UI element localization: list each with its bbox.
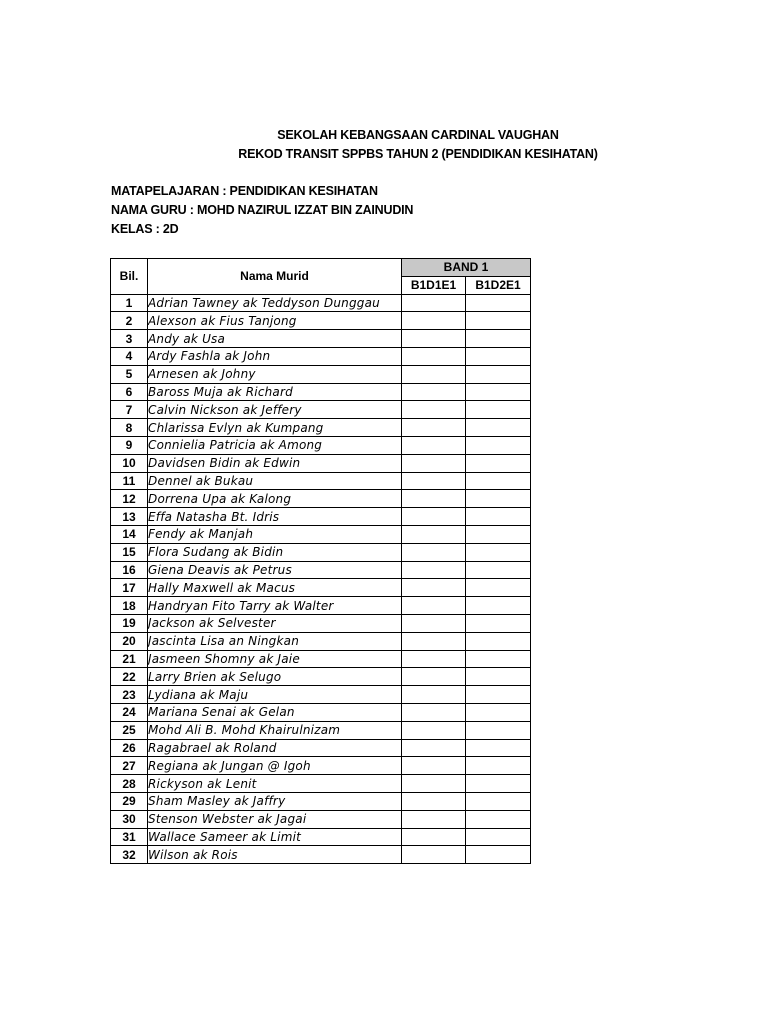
mark-cell-b1d2e1[interactable]	[466, 525, 531, 543]
row-number: 15	[111, 543, 148, 561]
table-row	[111, 792, 531, 810]
student-name: Handryan Fito Tarry ak Walter	[148, 597, 402, 615]
mark-cell-b1d1e1[interactable]	[402, 792, 466, 810]
row-number: 11	[111, 472, 148, 490]
table-row	[111, 846, 531, 864]
student-name: Giena Deavis ak Petrus	[148, 561, 402, 579]
header-band: BAND 1	[402, 259, 531, 277]
mark-cell-b1d1e1[interactable]	[402, 419, 466, 437]
mark-cell-b1d1e1[interactable]	[402, 436, 466, 454]
header-sub-col-2: B1D2E1	[466, 276, 531, 294]
student-name: Baross Muja ak Richard	[148, 383, 402, 401]
row-number: 13	[111, 508, 148, 526]
row-number: 4	[111, 347, 148, 365]
mark-cell-b1d1e1[interactable]	[402, 525, 466, 543]
student-name: Flora Sudang ak Bidin	[148, 543, 402, 561]
mark-cell-b1d2e1[interactable]	[466, 703, 531, 721]
mark-cell-b1d2e1[interactable]	[466, 347, 531, 365]
mark-cell-b1d2e1[interactable]	[466, 650, 531, 668]
row-number: 25	[111, 721, 148, 739]
row-number: 32	[111, 846, 148, 864]
mark-cell-b1d1e1[interactable]	[402, 846, 466, 864]
record-title: REKOD TRANSIT SPPBS TAHUN 2 (PENDIDIKAN KESIHATAN)	[238, 147, 598, 161]
student-name: Dorrena Upa ak Kalong	[148, 490, 402, 508]
table-row	[111, 543, 531, 561]
student-name: Connielia Patricia ak Among	[148, 436, 402, 454]
row-number: 19	[111, 614, 148, 632]
table-row	[111, 561, 531, 579]
row-number: 30	[111, 810, 148, 828]
mark-cell-b1d2e1[interactable]	[466, 739, 531, 757]
row-number: 3	[111, 330, 148, 348]
mark-cell-b1d2e1[interactable]	[466, 383, 531, 401]
table-row	[111, 739, 531, 757]
mark-cell-b1d1e1[interactable]	[402, 632, 466, 650]
table-row	[111, 686, 531, 704]
table-row	[111, 703, 531, 721]
row-number: 7	[111, 401, 148, 419]
table-row	[111, 525, 531, 543]
mark-cell-b1d2e1[interactable]	[466, 721, 531, 739]
mark-cell-b1d2e1[interactable]	[466, 312, 531, 330]
row-number: 28	[111, 775, 148, 793]
row-number: 5	[111, 365, 148, 383]
table-row	[111, 312, 531, 330]
student-name: Wallace Sameer ak Limit	[148, 828, 402, 846]
table-row	[111, 383, 531, 401]
student-name: Jascinta Lisa an Ningkan	[148, 632, 402, 650]
row-number: 23	[111, 686, 148, 704]
table-row	[111, 614, 531, 632]
table-row	[111, 597, 531, 615]
student-name: Ardy Fashla ak John	[148, 347, 402, 365]
student-name: Adrian Tawney ak Teddyson Dunggau	[148, 294, 402, 312]
student-name: Jackson ak Selvester	[148, 614, 402, 632]
table-row	[111, 632, 531, 650]
table-row	[111, 828, 531, 846]
row-number: 29	[111, 792, 148, 810]
mark-cell-b1d1e1[interactable]	[402, 739, 466, 757]
table-row	[111, 508, 531, 526]
row-number: 22	[111, 668, 148, 686]
mark-cell-b1d1e1[interactable]	[402, 614, 466, 632]
mark-cell-b1d1e1[interactable]	[402, 347, 466, 365]
row-number: 21	[111, 650, 148, 668]
student-name: Calvin Nickson ak Jeffery	[148, 401, 402, 419]
mark-cell-b1d1e1[interactable]	[402, 472, 466, 490]
mark-cell-b1d2e1[interactable]	[466, 561, 531, 579]
student-name: Ragabrael ak Roland	[148, 739, 402, 757]
mark-cell-b1d1e1[interactable]	[402, 810, 466, 828]
row-number: 10	[111, 454, 148, 472]
subject-label: MATAPELAJARAN : PENDIDIKAN KESIHATAN	[111, 184, 378, 198]
table-row	[111, 436, 531, 454]
table-row	[111, 810, 531, 828]
mark-cell-b1d2e1[interactable]	[466, 579, 531, 597]
row-number: 27	[111, 757, 148, 775]
student-name: Larry Brien ak Selugo	[148, 668, 402, 686]
mark-cell-b1d1e1[interactable]	[402, 383, 466, 401]
header-bil: Bil.	[111, 259, 148, 295]
row-number: 24	[111, 703, 148, 721]
header-nama-murid: Nama Murid	[148, 259, 402, 295]
mark-cell-b1d2e1[interactable]	[466, 775, 531, 793]
table-row	[111, 775, 531, 793]
student-name: Hally Maxwell ak Macus	[148, 579, 402, 597]
student-name: Rickyson ak Lenit	[148, 775, 402, 793]
mark-cell-b1d2e1[interactable]	[466, 686, 531, 704]
mark-cell-b1d2e1[interactable]	[466, 810, 531, 828]
student-name: Fendy ak Manjah	[148, 525, 402, 543]
mark-cell-b1d2e1[interactable]	[466, 792, 531, 810]
student-name: Davidsen Bidin ak Edwin	[148, 454, 402, 472]
mark-cell-b1d2e1[interactable]	[466, 543, 531, 561]
row-number: 12	[111, 490, 148, 508]
table-row	[111, 490, 531, 508]
table-row	[111, 419, 531, 437]
student-name: Lydiana ak Maju	[148, 686, 402, 704]
row-number: 8	[111, 419, 148, 437]
mark-cell-b1d1e1[interactable]	[402, 401, 466, 419]
row-number: 18	[111, 597, 148, 615]
table-row	[111, 294, 531, 312]
table-row	[111, 757, 531, 775]
mark-cell-b1d2e1[interactable]	[466, 846, 531, 864]
table-row	[111, 650, 531, 668]
mark-cell-b1d1e1[interactable]	[402, 330, 466, 348]
student-name: Mariana Senai ak Gelan	[148, 703, 402, 721]
row-number: 2	[111, 312, 148, 330]
mark-cell-b1d2e1[interactable]	[466, 490, 531, 508]
student-name: Effa Natasha Bt. Idris	[148, 508, 402, 526]
mark-cell-b1d1e1[interactable]	[402, 668, 466, 686]
table-row	[111, 330, 531, 348]
mark-cell-b1d1e1[interactable]	[402, 650, 466, 668]
mark-cell-b1d2e1[interactable]	[466, 828, 531, 846]
row-number: 9	[111, 436, 148, 454]
row-number: 26	[111, 739, 148, 757]
row-number: 20	[111, 632, 148, 650]
mark-cell-b1d1e1[interactable]	[402, 721, 466, 739]
mark-cell-b1d1e1[interactable]	[402, 703, 466, 721]
mark-cell-b1d2e1[interactable]	[466, 757, 531, 775]
student-name: Chlarissa Evlyn ak Kumpang	[148, 419, 402, 437]
student-name: Alexson ak Fius Tanjong	[148, 312, 402, 330]
class-label: KELAS : 2D	[111, 222, 179, 236]
row-number: 31	[111, 828, 148, 846]
header-sub-col-1: B1D1E1	[402, 276, 466, 294]
table-row	[111, 579, 531, 597]
mark-cell-b1d2e1[interactable]	[466, 668, 531, 686]
student-name: Andy ak Usa	[148, 330, 402, 348]
mark-cell-b1d2e1[interactable]	[466, 632, 531, 650]
teacher-label: NAMA GURU : MOHD NAZIRUL IZZAT BIN ZAINUDIN	[111, 203, 414, 217]
mark-cell-b1d1e1[interactable]	[402, 490, 466, 508]
mark-cell-b1d1e1[interactable]	[402, 365, 466, 383]
table-row	[111, 365, 531, 383]
mark-cell-b1d1e1[interactable]	[402, 828, 466, 846]
mark-cell-b1d1e1[interactable]	[402, 757, 466, 775]
table-row	[111, 668, 531, 686]
row-number: 14	[111, 525, 148, 543]
student-name: Mohd Ali B. Mohd Khairulnizam	[148, 721, 402, 739]
mark-cell-b1d2e1[interactable]	[466, 419, 531, 437]
student-name: Stenson Webster ak Jagai	[148, 810, 402, 828]
mark-cell-b1d2e1[interactable]	[466, 508, 531, 526]
mark-cell-b1d1e1[interactable]	[402, 294, 466, 312]
mark-cell-b1d1e1[interactable]	[402, 561, 466, 579]
student-name: Sham Masley ak Jaffry	[148, 792, 402, 810]
mark-cell-b1d1e1[interactable]	[402, 312, 466, 330]
mark-cell-b1d2e1[interactable]	[466, 614, 531, 632]
mark-cell-b1d2e1[interactable]	[466, 436, 531, 454]
student-name: Wilson ak Rois	[148, 846, 402, 864]
mark-cell-b1d2e1[interactable]	[466, 472, 531, 490]
table-row	[111, 401, 531, 419]
mark-cell-b1d2e1[interactable]	[466, 597, 531, 615]
mark-cell-b1d2e1[interactable]	[466, 454, 531, 472]
row-number: 6	[111, 383, 148, 401]
student-name: Arnesen ak Johny	[148, 365, 402, 383]
mark-cell-b1d1e1[interactable]	[402, 686, 466, 704]
table-row	[111, 454, 531, 472]
mark-cell-b1d2e1[interactable]	[466, 401, 531, 419]
row-number: 1	[111, 294, 148, 312]
mark-cell-b1d1e1[interactable]	[402, 543, 466, 561]
student-name: Jasmeen Shomny ak Jaie	[148, 650, 402, 668]
student-name: Dennel ak Bukau	[148, 472, 402, 490]
row-number: 17	[111, 579, 148, 597]
mark-cell-b1d1e1[interactable]	[402, 597, 466, 615]
mark-cell-b1d1e1[interactable]	[402, 579, 466, 597]
table-row	[111, 472, 531, 490]
school-name: SEKOLAH KEBANGSAAN CARDINAL VAUGHAN	[277, 128, 559, 142]
mark-cell-b1d1e1[interactable]	[402, 454, 466, 472]
row-number: 16	[111, 561, 148, 579]
table-row	[111, 721, 531, 739]
mark-cell-b1d1e1[interactable]	[402, 508, 466, 526]
mark-cell-b1d1e1[interactable]	[402, 775, 466, 793]
mark-cell-b1d2e1[interactable]	[466, 365, 531, 383]
student-name: Regiana ak Jungan @ Igoh	[148, 757, 402, 775]
student-record-table	[110, 258, 531, 864]
table-row	[111, 347, 531, 365]
mark-cell-b1d2e1[interactable]	[466, 294, 531, 312]
mark-cell-b1d2e1[interactable]	[466, 330, 531, 348]
